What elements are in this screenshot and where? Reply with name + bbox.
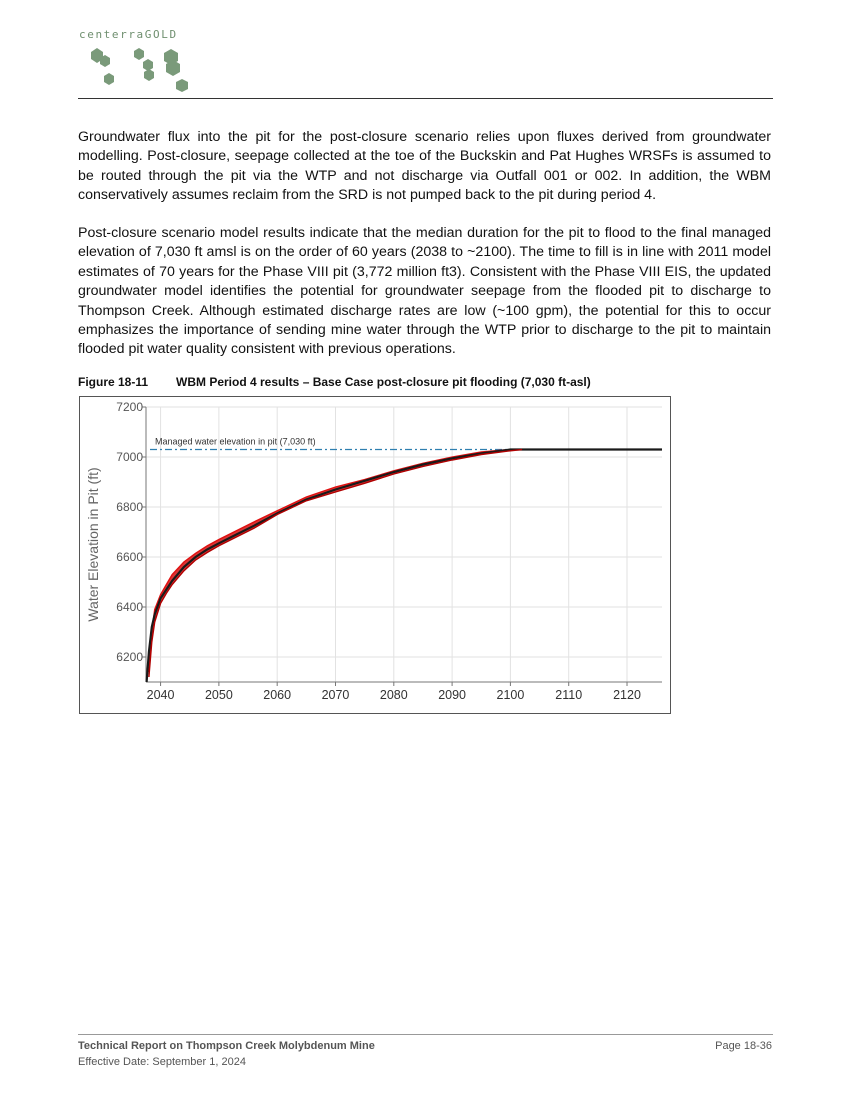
y-tick-label: 6200 — [116, 650, 143, 664]
managed-elevation-reference — [150, 437, 662, 450]
paragraph-post-closure-results: Post-closure scenario model results indicate that the median duration for the pit to flood to the final managed elevation of 7,030 ft amsl is on the order of 60 years (2038 to ~2100). The time to fill is in line with 2011 model estimates of 70 years for the Phase VIII pit (3,772 million ft3). Consistent with the Phase VIII EIS, the updated groundwater model identifies the potential for groundwater seepage from the flooded pit to discharge to Thompson Creek. Although estimated discharge rates are low (~100 gpm), the potential for this to occur emphasizes the importance of sending mine water through the WTP prior to discharge to the pit to maintain flooded pit water quality consistent with previous operations. — [78, 225, 771, 358]
figure-number: Figure 18-11 — [78, 375, 149, 389]
figure-caption — [78, 375, 591, 389]
series-line-median — [147, 450, 662, 683]
x-tick-label: 2060 — [263, 688, 292, 702]
x-tick-label: 2080 — [379, 688, 408, 702]
chart-series — [147, 450, 662, 683]
x-tick-label: 2050 — [204, 688, 233, 702]
company-logo — [79, 28, 209, 98]
y-tick-label: 6600 — [116, 550, 143, 564]
x-tick-label: 2110 — [555, 688, 583, 702]
y-tick-label: 7000 — [116, 450, 143, 464]
x-tick-label: 2040 — [146, 688, 175, 702]
x-tick-label: 2070 — [321, 688, 350, 702]
pit-flooding-chart — [80, 397, 670, 713]
paragraph-groundwater-flux: Groundwater flux into the pit for the post-closure scenario relies upon fluxes derived from groundwater modelling. Post-closure, seepage collected at the toe of the Buckskin and Pat Hughes WRSFs is assumed to be routed through the pit via the WTP and not discharge via Outfall 001 or 002. In addition, the WBM conservatively assumes reclaim from the SRD is not pumped back to the pit during period 4. — [78, 129, 771, 204]
chart-frame — [79, 396, 671, 714]
logo-text: centerraGOLD — [79, 28, 178, 41]
figure-title: WBM Period 4 results – Base Case post-closure pit flooding (7,030 ft-asl) — [176, 375, 591, 389]
header-divider — [78, 98, 773, 99]
x-tick-label: 2100 — [496, 688, 525, 702]
series-line-upper-realizations — [149, 450, 516, 673]
reference-line-label: Managed water elevation in pit (7,030 ft) — [155, 436, 316, 447]
x-tick-label: 2090 — [438, 688, 467, 702]
footer-page-number: Page 18-36 — [715, 1040, 772, 1052]
logo-hexagons-icon — [79, 44, 209, 104]
y-tick-label: 7200 — [116, 400, 143, 414]
footer-report-title: Technical Report on Thompson Creek Molybdenum Mine — [78, 1040, 375, 1052]
y-tick-label: 6400 — [116, 600, 143, 614]
y-axis-label: Water Elevation in Pit (ft) — [85, 467, 101, 622]
x-tick-label: 2120 — [613, 688, 641, 702]
footer-divider — [78, 1034, 773, 1035]
footer-effective-date: Effective Date: September 1, 2024 — [78, 1056, 246, 1068]
y-tick-label: 6800 — [116, 500, 143, 514]
chart-grid — [146, 407, 662, 682]
